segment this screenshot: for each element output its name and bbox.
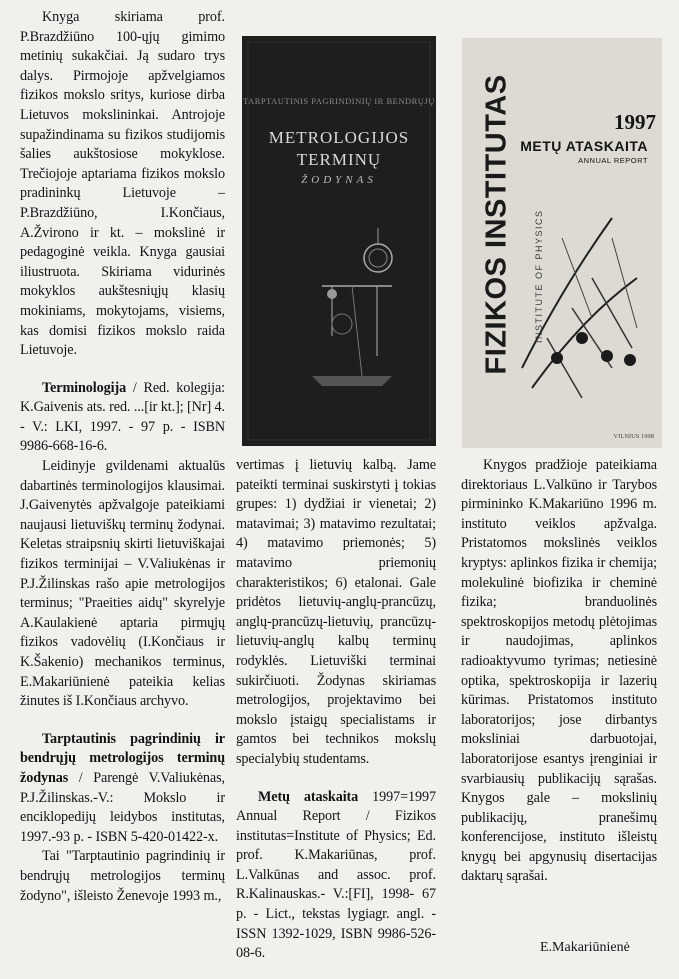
review-metrologijos-start: Tai "Tarptautinio pagrindinių ir bendrųjų metrologijos terminų žodyno", išleisto Ženevoje 1993 m., [20, 848, 225, 904]
column-3 [461, 456, 657, 887]
cover-title-line2: TERMINŲ [296, 150, 382, 169]
review-metu-ataskaita: Knygos pradžioje pateikiama direktoriaus L.Valkūno ir Tarybos pirmininko K.Makariūno 1996 m. instituto veiklos apžvalga. Pristatomos mokslinės veiklos kryptys: aplinkos fizika ir chemija; molekulinė biofizika ir cheminė fizika; branduolinės spektroskopijos metodų plėtojimas ir naudojimas, aplinkos radioaktyvumo tyrimas; netiesinė optika, spektroskopija ir lazerių kūrimas. Pristatomos instituto laboratorijos; jose dirbantys moksliniai darbuotojai, laboratorijose esantys įrenginiai ir svarbiausių publikacijų sąrašas. Knygos gale – mokslinių publikacijų, pranešimų konferencijose, instituto išleistų knygų bei apgynusių disertacijas daktarų sąrašai. [461, 457, 657, 885]
cover-title-line1: METROLOGIJOS [268, 128, 410, 147]
cover-year: 1997 [614, 110, 656, 134]
cover-metrology-dictionary [242, 36, 436, 446]
entry-title: Metų ataskaita [258, 788, 359, 805]
entry-meta: / Parengė V.Valiukėnas, P.J.Žilinskas.-V.: Mokslo ir enciklopedijų leidybos institutas, 1997.-93 p. - ISBN 5-420-01422-x. [20, 769, 225, 845]
column-2 [236, 456, 436, 964]
review-brazdziunas-book: Knyga skiriama prof. P.Brazdžiūno 100-ųjų gimimo metinių sukakčiai. Ją sudaro trys dalys. Pirmojoje apžvelgiamos fizikos mokslo sritys, kuriose dirba Lietuvos mokslininkai. Antrojoje supažindinama su fizikos studijomis šalies aukštosiose mokyklose. Trečiojoje aptariama fizikos mokslo pradininkų Lietuvoje – P.Brazdžiūno, I.Končiaus, A.Žvirono ir kt. – mokslinė ir pedagoginė veikla. Knyga gausiai iliustruota. Skiriama vidurinės mokyklos aukštesniųjų klasių mokiniams, mokytojams, visiems, kas domisi fizikos mokslo raida Lietuvoje. [20, 9, 225, 359]
cover-place: VILNIUS 1998 [613, 433, 654, 440]
author-signature: E.Makariūnienė [540, 940, 630, 955]
column-1 [20, 8, 225, 906]
cover-report-lt: METŲ ATASKAITA [520, 138, 648, 154]
cover-title-line3: ŽODYNAS [301, 174, 377, 186]
entry-terminologija [20, 379, 225, 457]
cover-series-text: TARPTAUTINIS PAGRINDINIŲ IR BENDRŲJŲ [243, 96, 435, 106]
entry-meta: 1997=1997 Annual Report / Fizikos institutas=Institute of Physics; Ed. prof. K.Makariūnas, prof. L.Valkūnas and assoc. prof. R.Kalinauskas.- V.:[FI], 1998- 67 p. - Lict., tekstas lygiagr. angl. - ISSN 1392-1029, ISBN 9986-526-08-6. [236, 788, 436, 962]
review-terminologija: Leidinyje gvildenami aktualūs dabartinės terminologijos klausimai. J.Gaivenytės apžvalgoje pateikiami naujausi lietuviškų terminų žodynai. Keletas straipsnių skirti lietuviškajai fizikos terminijai – V.Valiukėnas ir P.J.Žilinskas rašo apie metrologijos terminus; "Praeities aidų" skyrelyje A.Kaulakienė aptaria pirmųjų fizikos vadovėlių (I.Končiaus ir K.Šakenio) mechanikos terminus, E.Makariūnienė pateikia kelias žinutes iš I.Končiaus archyvo. [20, 458, 225, 710]
cover-institute-title: FIZIKOS INSTITUTAS [480, 74, 513, 375]
cover-report-en: ANNUAL REPORT [578, 156, 648, 165]
review-metrologijos-cont: vertimas į lietuvių kalbą. Jame pateikti terminai suskirstyti į tokias grupes: 1) dydžiai ir vienetai; 2) matavimai; 3) matavimo rezultatai; 4) matavimo priemonės; 5) matavimo priemonių charakteristikos; 6) etalonai. Gale pridėtos lietuvių-anglų-prancūzų, anglų-prancūzų-lietuvių, prancūzų-lietuvių-anglų kalbų terminų rodyklės. Lietuviški terminai sukirčiuoti. Žodynas skiriamas metrologijos, projektavimo bei mokslo įstaigų specialistams ir gamtos bei technikos mokslų specialybių studentams. [236, 457, 436, 767]
entry-metrologijos-zodynas [20, 730, 225, 848]
cover-annual-report [462, 38, 662, 448]
cover-institute-subtitle: INSTITUTE OF PHYSICS [534, 209, 544, 343]
entry-title: Terminologija [42, 379, 127, 396]
entry-meta: / Red. kolegija: K.Gaivenis ats. red. ...[ir kt.]; [Nr] 4. - V.: LKI, 1997. - 97 p. - ISBN 9986-668-16-6. [20, 379, 225, 455]
entry-metu-ataskaita [236, 788, 436, 964]
entry-title: Tarptautinis pagrindinių ir bendrųjų metrologijos terminų žodynas [20, 730, 225, 786]
